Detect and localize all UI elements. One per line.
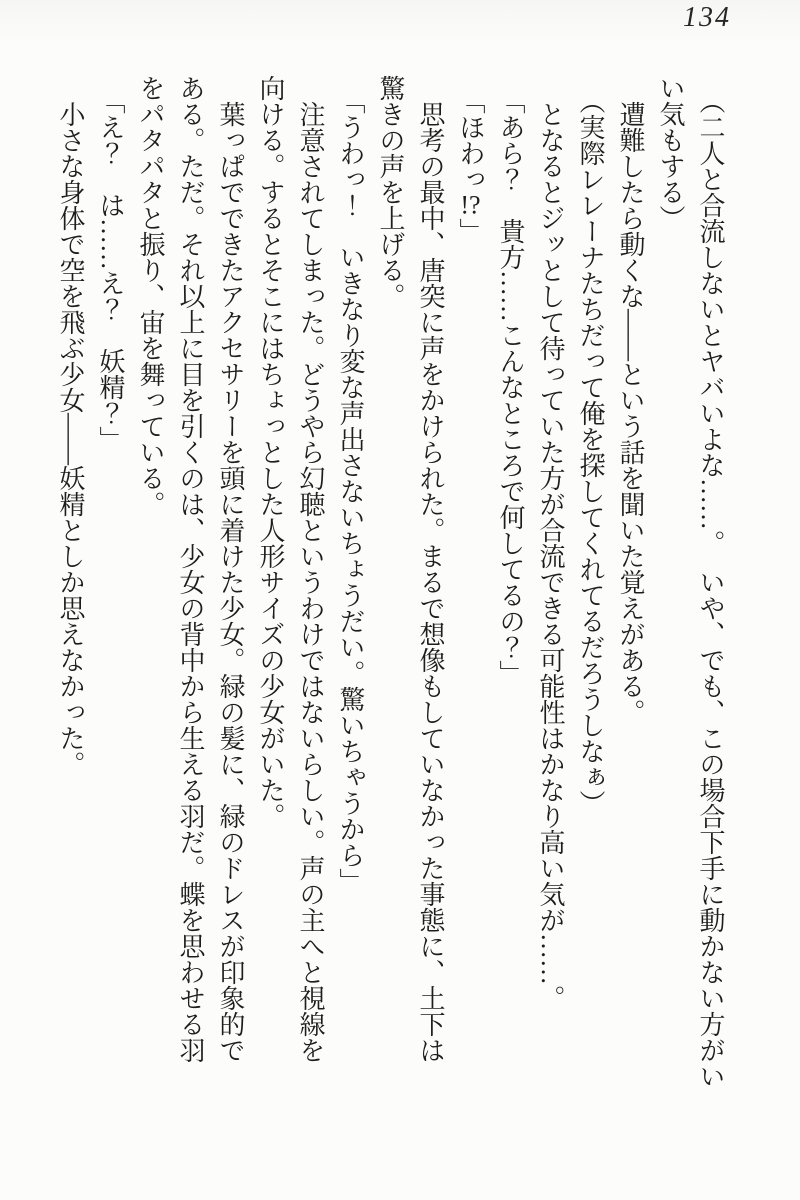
thought-line: （実際レレーナたちだって俺を探してくれてるだろうしなぁ） — [576, 88, 605, 816]
narration-line: 葉っぱでできたアクセサリーを頭に着けた少女。緑の髪に、緑のドレスが印象的で — [216, 101, 245, 1063]
narration-line: をパタパタと振り、宙を舞っている。 — [136, 75, 165, 517]
narration-line: 思考の最中、唐突に声をかけられた。まるで想像もしていなかった事態に、土下は — [416, 101, 445, 1063]
narration-line: ある。ただ。それ以上に目を引くのは、少女の背中から生える羽だ。蝶を思わせる羽 — [176, 75, 205, 1063]
tcy-exclamation-question: !? — [460, 192, 481, 218]
dialogue-open-text: 「ほわっ — [456, 88, 485, 192]
dialogue-line: 「うわっ！ いきなり変な声出さないちょうだい。驚いちゃうから」 — [336, 88, 365, 894]
dialogue-close-bracket: 」 — [456, 218, 485, 244]
dialogue-line: 「あら？ 貴方……こんなところで何してるの？」 — [496, 88, 525, 686]
narration-line: 注意されてしまった。どうやら幻聴というわけではないらしい。声の主へと視線を — [296, 101, 325, 1063]
page-text — [50, 75, 730, 1130]
thought-line: （二人と合流しないとヤバいよな……。 いや、でも、この場合下手に動かない方がい — [696, 88, 725, 1089]
narration-line: 遭難したら動くな――という話を聞いた覚えがある。 — [616, 101, 645, 725]
narration-line: 小さな身体で空を飛ぶ少女――妖精としか思えなかった。 — [56, 101, 85, 777]
thought-line: い気もする） — [656, 75, 685, 231]
page-number: 134 — [683, 2, 731, 33]
narration-line: 向ける。するとそこにはちょっとした人形サイズの少女がいた。 — [256, 75, 285, 829]
dialogue-line — [450, 75, 490, 1130]
narration-line: 驚きの声を上げる。 — [376, 75, 405, 309]
dialogue-line: 「え？ は……え？ 妖精？」 — [96, 88, 125, 452]
narration-line: となるとジッとして待っていた方が合流できる可能性はかなり高い気が……。 — [536, 101, 565, 1011]
